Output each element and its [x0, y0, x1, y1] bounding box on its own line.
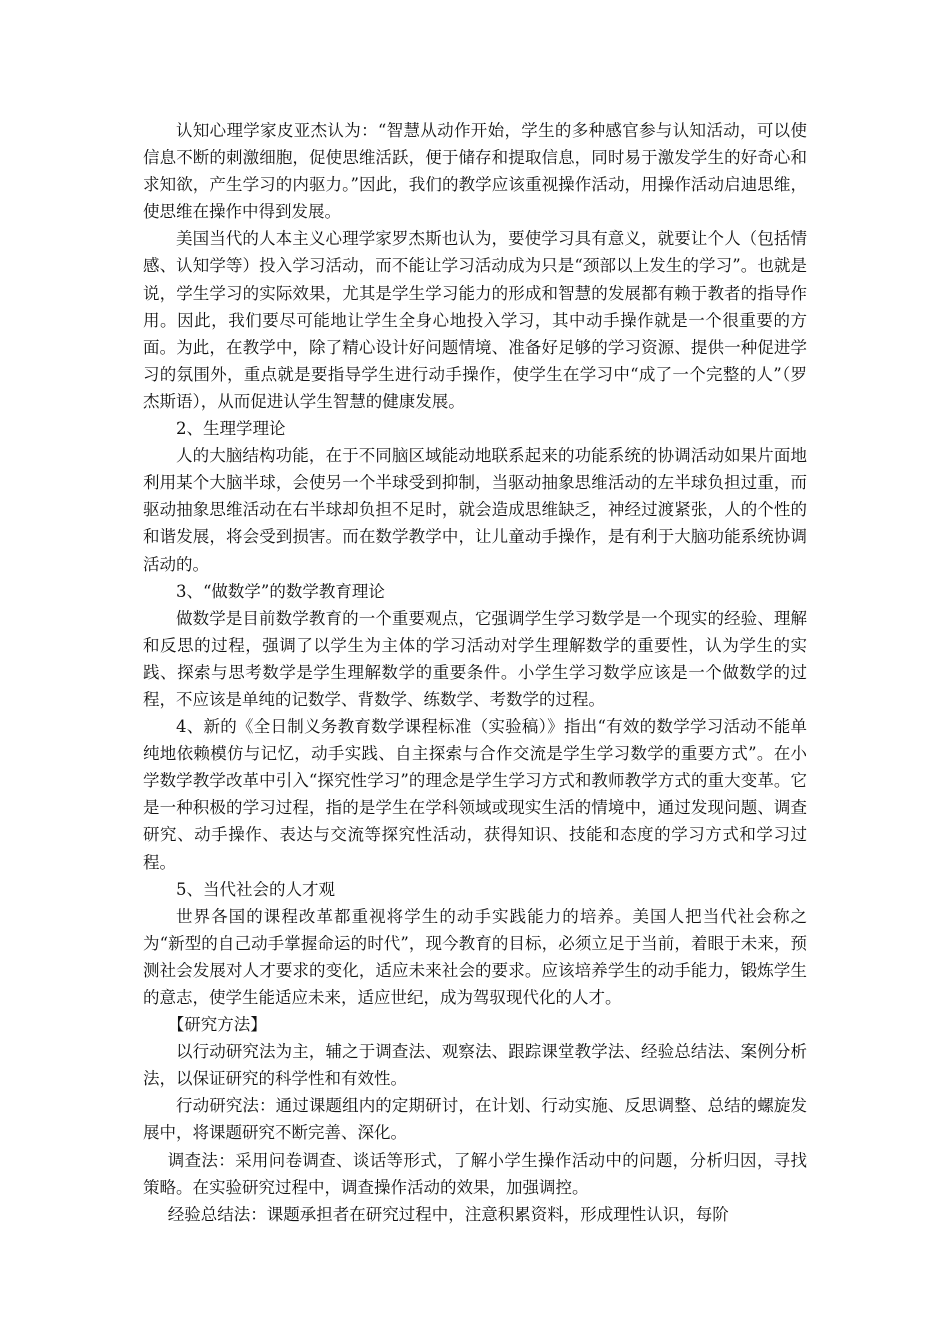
heading-talent-view: 5、当代社会的人才观: [176, 879, 335, 899]
paragraph-survey: 调查法：采用问卷调查、谈话等形式，了解小学生操作活动中的问题，分析归因，寻找策略。在实验研究过程中，调查操作活动的效果，加强调控。: [143, 1150, 807, 1197]
heading-research-methods: 【研究方法】: [167, 1015, 267, 1035]
paragraph-piaget: 认知心理学家皮亚杰认为：“智慧从动作开始，学生的多种感官参与认知活动，可以使信息不断的刺激细胞，促使思维活跃，便于储存和提取信息，同时易于激发学生的好奇心和求知欲，产生学习的内驱力。”因此，我们的教学应该重视操作活动，用操作活动启迪思维，使思维在操作中得到发展。: [143, 121, 807, 222]
paragraph-methods-overview: 以行动研究法为主，辅之于调查法、观察法、跟踪课堂教学法、经验总结法、案例分析法，以保证研究的科学性和有效性。: [143, 1042, 807, 1089]
paragraph-talent-view: 世界各国的课程改革都重视将学生的动手实践能力的培养。美国人把当代社会称之为“新型的自己动手掌握命运的时代”，现今教育的目标，必须立足于当前，着眼于未来，预测社会发展对人才要求的变化，适应未来社会的要求。应该培养学生的动手能力，锻炼学生的意志，使学生能适应未来，适应世纪，成为驾驭现代化的人才。: [143, 906, 807, 1007]
document-page: [143, 117, 807, 1228]
heading-doing-math: 3、“做数学”的数学教育理论: [176, 581, 385, 601]
paragraph-doing-math: 做数学是目前数学教育的一个重要观点，它强调学生学习数学是一个现实的经验、理解和反思的过程，强调了以学生为主体的学习活动对学生理解数学的重要性，认为学生的实践、探索与思考数学是学生理解数学的重要条件。小学生学习数学应该是一个做数学的过程，不应该是单纯的记数学、背数学、练数学、考数学的过程。: [143, 608, 807, 709]
paragraph-action-research: 行动研究法：通过课题组内的定期研讨，在计划、行动实施、反思调整、总结的螺旋发展中，将课题研究不断完善、深化。: [143, 1096, 807, 1143]
paragraph-experience-summary: 经验总结法：课题承担者在研究过程中，注意积累资料，形成理性认识，每阶: [167, 1204, 729, 1224]
paragraph-rogers: 美国当代的人本主义心理学家罗杰斯也认为，要使学习具有意义，就要让个人（包括情感、认知学等）投入学习活动，而不能让学习活动成为只是“颈部以上发生的学习”。也就是说，学生学习的实际效果，尤其是学生学习能力的形成和智慧的发展都有赖于教者的指导作用。因此，我们要尽可能地让学生全身心地投入学习，其中动手操作就是一个很重要的方面。为此，在教学中，除了精心设计好问题情境、准备好足够的学习资源、提供一种促进学习的氛围外，重点就是要指导学生进行动手操作，使学生在学习中“成了一个完整的人”（罗杰斯语），从而促进认学生智慧的健康发展。: [143, 229, 807, 411]
paragraph-brain: 人的大脑结构功能，在于不同脑区域能动地联系起来的功能系统的协调活动如果片面地利用某个大脑半球，会使另一个半球受到抑制，当驱动抽象思维活动的左半球负担过重，而驱动抽象思维活动在右半球却负担不足时，就会造成思维缺乏，神经过渡紧张，人的个性的和谐发展，将会受到损害。而在数学教学中，让儿童动手操作，是有利于大脑功能系统协调活动的。: [143, 446, 807, 574]
paragraph-curriculum-standard: 4、新的《全日制义务教育数学课程标准（实验稿）》指出“有效的数学学习活动不能单纯地依赖模仿与记忆，动手实践、自主探索与合作交流是学生学习数学的重要方式”。在小学数学教学改革中引入“探究性学习”的理念是学生学习方式和教师教学方式的重大变革。它是一种积极的学习过程，指的是学生在学科领域或现实生活的情境中，通过发现问题、调查研究、动手操作、表达与交流等探究性活动，获得知识、技能和态度的学习方式和学习过程。: [143, 717, 807, 872]
heading-physiology: 2、生理学理论: [176, 419, 286, 439]
